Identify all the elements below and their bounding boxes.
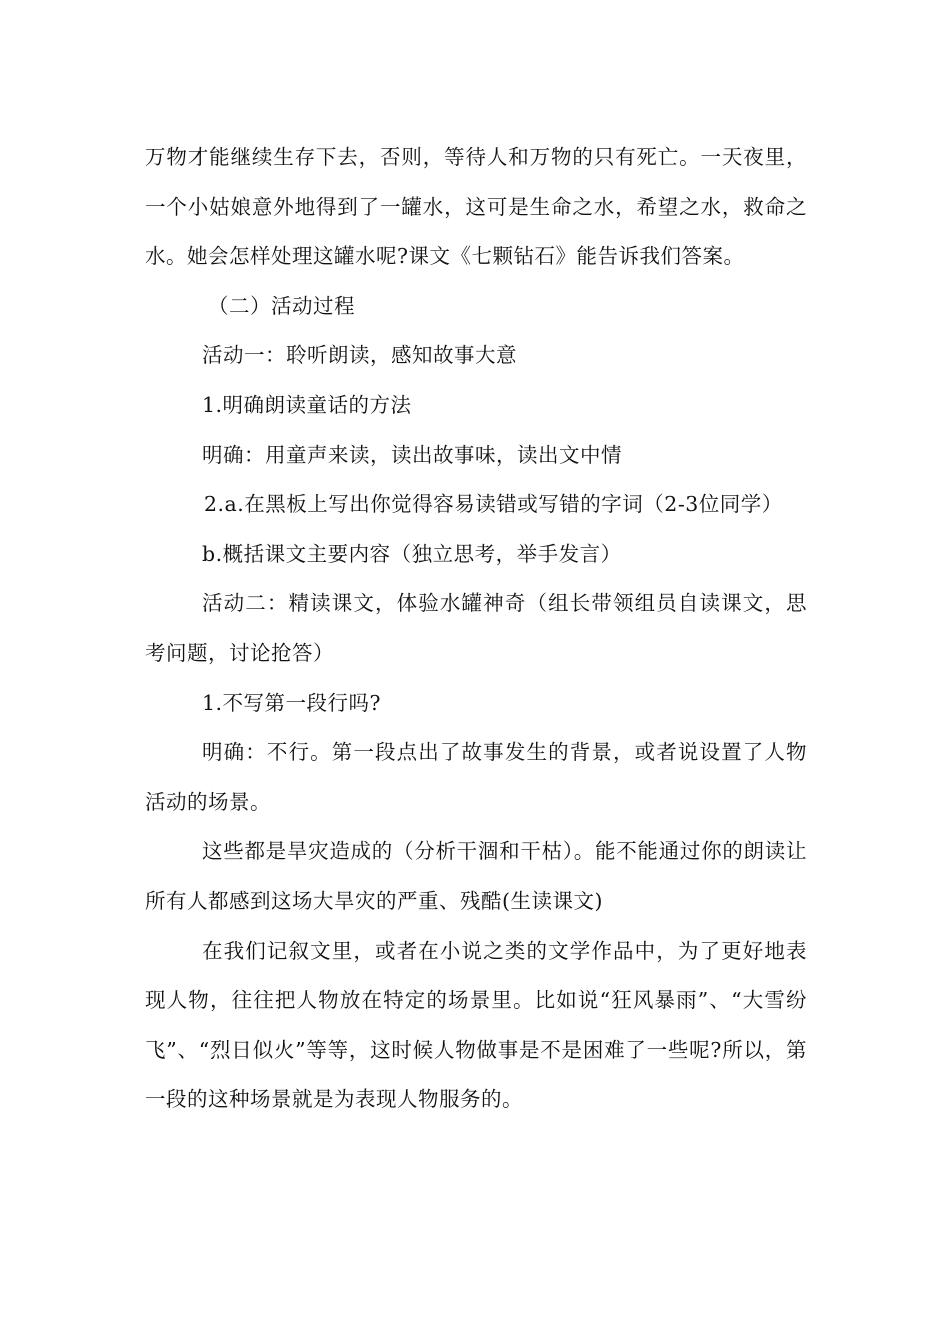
paragraph-first-answer: 明确：不行。第一段点出了故事发生的背景，或者说设置了人物活动的场景。 (145, 740, 807, 814)
activity-two-heading: 活动二：精读课文，体验水罐神奇（组长带领组员自读课文，思考问题，讨论抢答） (145, 591, 807, 665)
list-item-summarize-content: b.概括课文主要内容（独立思考，举手发言） (202, 541, 622, 566)
document-body (145, 133, 807, 1125)
list-item-blackboard-words: 2.a.在黑板上写出你觉得容易读错或写错的字词（2-3位同学） (204, 492, 783, 517)
activity-one-heading: 活动一：聆听朗读，感知故事大意 (202, 343, 517, 368)
paragraph-reading-answer: 明确：用童声来读，读出故事味，读出文中情 (202, 442, 622, 467)
paragraph-scene-explanation: 在我们记叙文里，或者在小说之类的文学作品中，为了更好地表现人物，往往把人物放在特定的场景里。比如说“狂风暴雨”、“大雪纷飞”、“烈日似火”等等，这时候人物做事是不是困难了一些呢?所以，第一段的这种场景就是为表现人物服务的。 (145, 938, 807, 1112)
paragraph-drought-reading: 这些都是旱灾造成的（分析干涸和干枯）。能不能通过你的朗读让所有人都感到这场大旱灾的严重、残酷(生读课文) (145, 839, 807, 913)
paragraph-intro-continuation: 万物才能继续生存下去，否则，等待人和万物的只有死亡。一天夜里，一个小姑娘意外地得到了一罐水，这可是生命之水，希望之水，救命之水。她会怎样处理这罐水呢?课文《七颗钻石》能告诉我们答案。 (145, 145, 807, 269)
question-first-paragraph: 1.不写第一段行吗? (202, 690, 382, 715)
list-item-reading-method: 1.明确朗读童话的方法 (202, 392, 412, 417)
section-heading-activity-process: （二）活动过程 (208, 293, 355, 318)
